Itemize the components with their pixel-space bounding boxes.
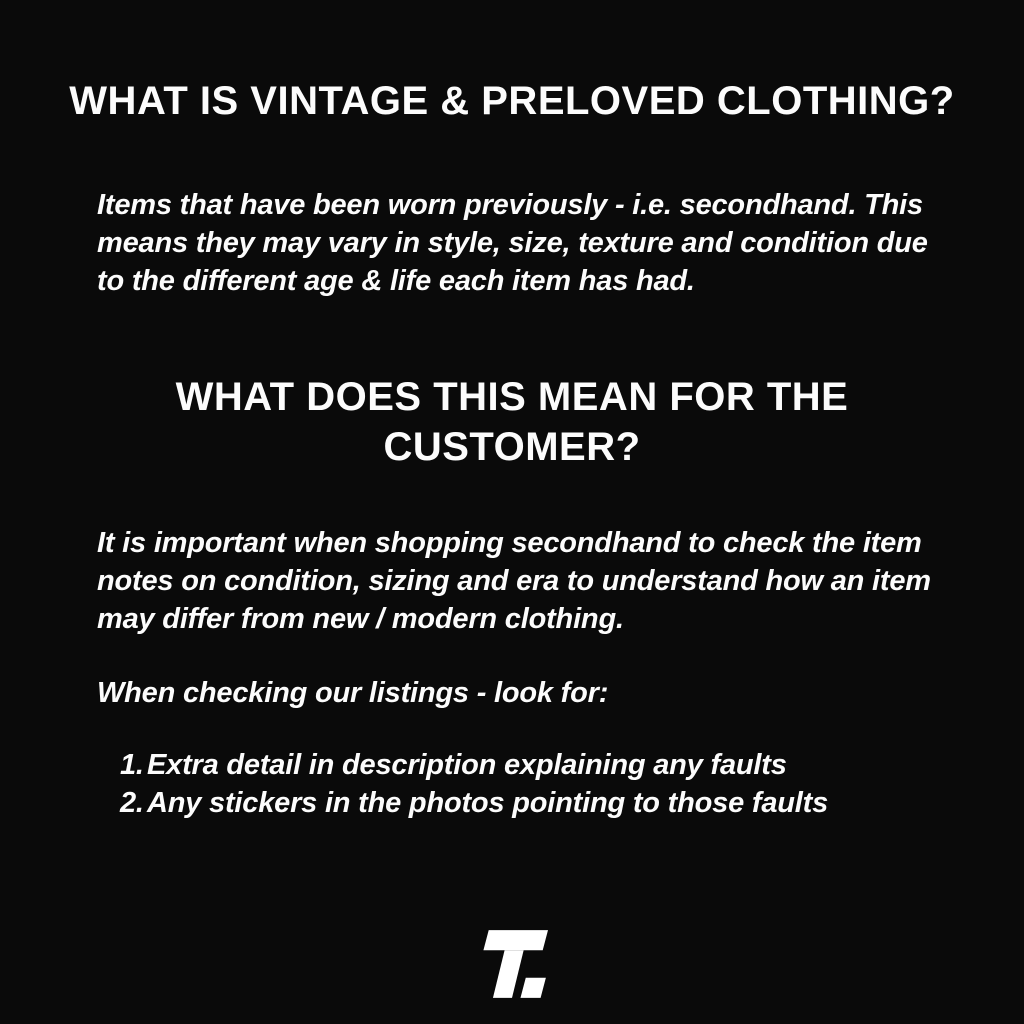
paragraph-line: notes on condition, sizing and era to understand how an item bbox=[97, 565, 931, 597]
checklist bbox=[0, 746, 1024, 822]
checklist-item bbox=[0, 784, 1024, 822]
paragraph-line: Items that have been worn previously - i.e. secondhand. This bbox=[97, 189, 923, 221]
item-number: 1. bbox=[120, 749, 144, 781]
item-text: Any stickers in the photos pointing to those faults bbox=[147, 787, 828, 819]
logo-t-icon bbox=[476, 930, 548, 998]
heading-what-is-vintage: WHAT IS VINTAGE & PRELOVED CLOTHING? bbox=[69, 79, 955, 123]
checklist-item bbox=[0, 746, 1024, 784]
customer-paragraph bbox=[97, 524, 954, 638]
item-number: 2. bbox=[120, 787, 144, 819]
paragraph-line: may differ from new / modern clothing. bbox=[97, 603, 624, 635]
paragraph-line: to the different age & life each item has had. bbox=[97, 265, 695, 297]
paragraph-line: means they may vary in style, size, texture and condition due bbox=[97, 227, 928, 259]
heading-customer-meaning bbox=[0, 372, 1024, 472]
heading-line: CUSTOMER? bbox=[383, 425, 641, 469]
item-text: Extra detail in description explaining any faults bbox=[147, 749, 787, 781]
logo bbox=[476, 930, 548, 998]
listings-intro: When checking our listings - look for: bbox=[97, 677, 609, 709]
paragraph-line: It is important when shopping secondhand to check the item bbox=[97, 527, 922, 559]
heading-line: WHAT DOES THIS MEAN FOR THE bbox=[175, 375, 849, 419]
intro-paragraph bbox=[97, 186, 954, 300]
